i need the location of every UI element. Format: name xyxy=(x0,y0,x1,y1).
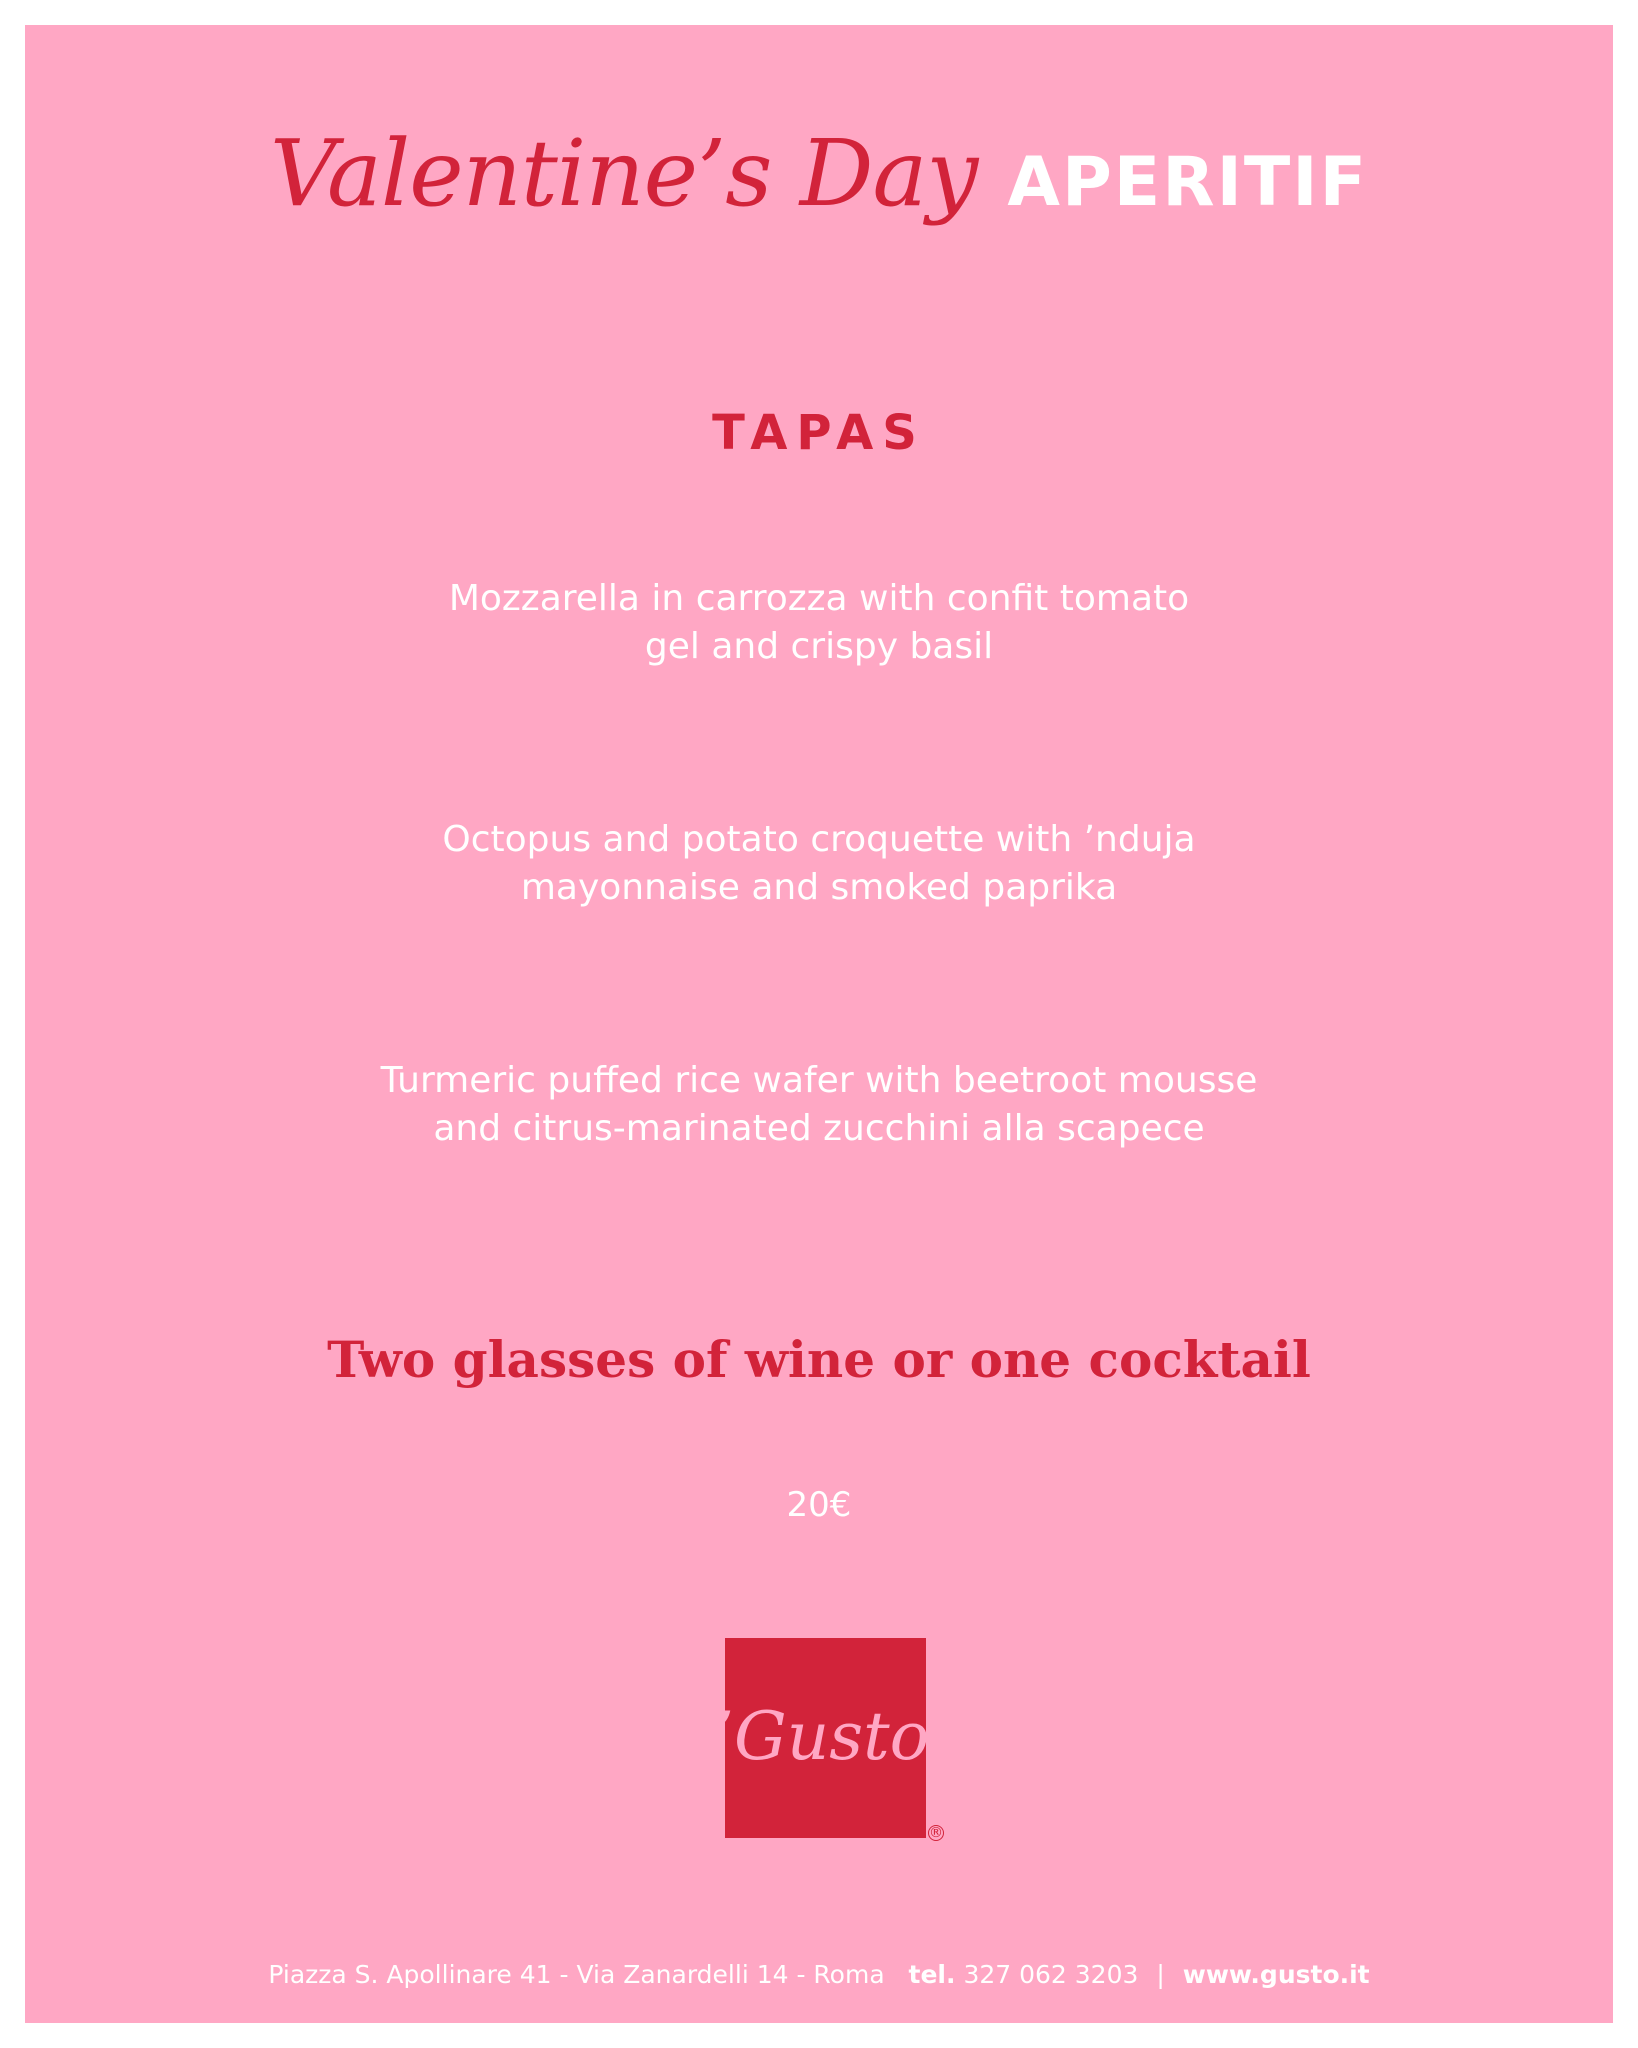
title-bold: APERITIF xyxy=(1007,143,1369,222)
dish-item: Turmeric puffed rice wafer with beetroot mousse and citrus-marinated zucchini alla scapece xyxy=(380,1060,1258,1149)
title-script: Valentine’s Day xyxy=(269,120,978,227)
logo-text: ’Gusto xyxy=(713,1698,930,1775)
dish-item: Mozzarella in carrozza with confit tomato gel and crispy basil xyxy=(448,578,1190,667)
footer-separator: | xyxy=(1156,1960,1165,1989)
footer-website: www.gusto.it xyxy=(1182,1960,1370,1989)
price: 20€ xyxy=(786,1485,852,1525)
dish-item: Octopus and potato croquette with ’nduja mayonnaise and smoked paprika xyxy=(442,819,1196,908)
gusto-logo xyxy=(713,1638,930,1838)
footer xyxy=(25,1960,1613,1989)
menu-card xyxy=(25,25,1613,2023)
footer-tel-number: 327 062 3203 xyxy=(963,1960,1139,1989)
drinks-offer: Two glasses of wine or one cocktail xyxy=(327,1330,1311,1389)
registered-mark: ® xyxy=(929,1825,943,1841)
page-title xyxy=(25,120,1613,250)
section-title: TAPAS xyxy=(712,405,926,461)
footer-tel-label: tel. xyxy=(908,1960,956,1989)
footer-address: Piazza S. Apollinare 41 - Via Zanardelli 14 - Roma xyxy=(268,1960,885,1989)
